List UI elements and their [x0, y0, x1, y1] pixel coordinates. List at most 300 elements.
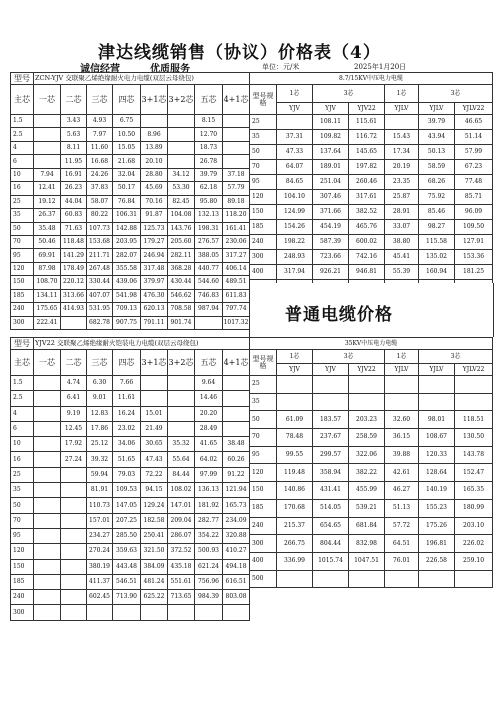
price-cell: 384.09 [141, 559, 168, 574]
price-cell: 226.58 [419, 552, 455, 570]
price-cell: 140.19 [419, 482, 455, 500]
price-cell [34, 513, 61, 528]
price-cell [34, 437, 61, 452]
row-label: 240 [250, 517, 277, 535]
column-header: 一芯 [34, 85, 61, 115]
price-cell: 17.92 [61, 437, 87, 452]
price-cell [385, 393, 419, 411]
price-cell [385, 570, 419, 588]
price-cell: 64.07 [277, 160, 313, 175]
price-cell: 481.24 [141, 574, 168, 589]
price-cell: 307.46 [313, 190, 349, 205]
price-cell: 136.13 [195, 483, 223, 498]
row-label: 150 [11, 276, 34, 289]
price-cell: 7.94 [34, 168, 61, 181]
price-cell: 81.91 [87, 483, 113, 498]
price-cell: 94.15 [141, 483, 168, 498]
price-cell [168, 376, 195, 391]
price-cell: 439.06 [113, 276, 141, 289]
price-cell [34, 128, 61, 141]
price-cell [223, 128, 250, 141]
price-cell: 359.63 [113, 544, 141, 559]
price-cell: 9.01 [87, 391, 113, 406]
price-cell [195, 316, 223, 329]
price-cell: 16.91 [61, 168, 87, 181]
row-label: 95 [11, 249, 34, 262]
price-cell: 602.45 [87, 590, 113, 605]
price-cell: 494.18 [223, 559, 250, 574]
price-cell: 130.50 [455, 429, 493, 447]
group-1-core: 1芯 [277, 85, 313, 103]
price-cell: 251.04 [313, 175, 349, 190]
sub-header: YJLV [419, 364, 455, 376]
price-cell: 80.22 [87, 209, 113, 222]
price-cell: 181.92 [195, 498, 223, 513]
price-cell: 76.84 [113, 195, 141, 208]
group-1-core-al: 1芯 [385, 85, 419, 103]
price-cell: 129.24 [141, 498, 168, 513]
price-cell: 600.02 [349, 235, 385, 250]
price-cell: 15.01 [141, 406, 168, 421]
price-cell: 41.65 [195, 437, 223, 452]
price-cell: 455.99 [349, 482, 385, 500]
price-cell: 154.26 [277, 220, 313, 235]
price-cell [34, 544, 61, 559]
sub-header: YJLV [385, 103, 419, 115]
price-cell: 270.24 [87, 544, 113, 559]
row-label: 240 [250, 235, 277, 250]
row-label: 95 [250, 446, 277, 464]
price-cell [34, 483, 61, 498]
price-cell: 237.67 [313, 429, 349, 447]
price-cell: 804.44 [313, 535, 349, 553]
price-cell [61, 528, 87, 543]
price-cell: 25.12 [87, 437, 113, 452]
price-cell [168, 406, 195, 421]
table-caption [34, 338, 250, 350]
row-label: 2.5 [11, 128, 34, 141]
price-cell: 61.09 [277, 411, 313, 429]
price-cell: 58.59 [419, 160, 455, 175]
column-header: 3+1芯 [141, 85, 168, 115]
price-cell [455, 376, 493, 394]
price-cell: 1047.51 [349, 552, 385, 570]
price-cell: 15.05 [113, 141, 141, 154]
price-cell: 181.25 [455, 265, 493, 280]
table-caption: 35KV中压电力电缆 [250, 338, 493, 350]
price-cell: 926.21 [313, 265, 349, 280]
column-header: 二芯 [61, 350, 87, 376]
price-cell: 26.78 [195, 155, 223, 168]
price-cell [223, 141, 250, 154]
column-header: 二芯 [61, 85, 87, 115]
row-label: 50 [250, 411, 277, 429]
sub-header: YJLV22 [455, 103, 493, 115]
price-cell: 97.99 [195, 467, 223, 482]
price-cell: 746.83 [195, 289, 223, 302]
row-label: 35 [11, 483, 34, 498]
price-cell: 1015.74 [313, 552, 349, 570]
price-cell: 87.98 [34, 262, 61, 275]
price-cell [168, 421, 195, 436]
price-cell: 203.95 [113, 235, 141, 248]
column-header: 五芯 [195, 85, 223, 115]
table-row [250, 265, 493, 280]
row-label: 500 [250, 570, 277, 588]
price-cell: 68.26 [419, 175, 455, 190]
price-cell [34, 391, 61, 406]
price-cell [385, 376, 419, 394]
price-cell: 46.65 [455, 115, 493, 130]
price-cell [455, 393, 493, 411]
price-cell: 70.16 [141, 195, 168, 208]
price-cell: 28.80 [141, 168, 168, 181]
price-cell: 84.44 [168, 467, 195, 482]
table-row [11, 406, 250, 421]
price-cell: 198.31 [195, 222, 223, 235]
row-label: 1.5 [11, 376, 34, 391]
price-cell [34, 559, 61, 574]
price-cell: 106.31 [113, 209, 141, 222]
price-cell [61, 544, 87, 559]
price-cell [141, 391, 168, 406]
table-row [11, 209, 250, 222]
price-cell: 53.30 [168, 182, 195, 195]
row-label: 2.5 [11, 391, 34, 406]
price-cell [34, 498, 61, 513]
price-cell [195, 605, 223, 620]
price-cell: 368.28 [168, 262, 195, 275]
price-cell: 95.80 [195, 195, 223, 208]
price-cell: 55.64 [168, 452, 195, 467]
price-cell: 108.67 [419, 429, 455, 447]
mv-35kv-table [249, 337, 493, 588]
price-cell: 72.22 [141, 467, 168, 482]
price-cell: 1017.32 [223, 316, 250, 329]
table-row [250, 446, 493, 464]
table-row [11, 590, 250, 605]
row-label: 25 [11, 467, 34, 482]
price-cell: 354.22 [195, 528, 223, 543]
table-row [11, 391, 250, 406]
price-cell: 57.79 [223, 182, 250, 195]
price-cell [277, 376, 313, 394]
price-cell [168, 605, 195, 620]
price-cell [61, 590, 87, 605]
price-cell: 23.35 [385, 175, 419, 190]
price-cell: 9.64 [195, 376, 223, 391]
row-label: 120 [11, 544, 34, 559]
row-label: 150 [250, 482, 277, 500]
table-row [11, 262, 250, 275]
price-cell: 388.05 [195, 249, 223, 262]
price-cell [34, 605, 61, 620]
row-label: 70 [11, 513, 34, 528]
column-header: 三芯 [87, 350, 113, 376]
price-cell: 47.43 [141, 452, 168, 467]
price-cell: 28.91 [385, 205, 419, 220]
price-cell: 9.19 [61, 406, 87, 421]
price-cell: 723.66 [313, 250, 349, 265]
table-row [11, 303, 250, 316]
table-row [250, 393, 493, 411]
price-cell: 32.04 [113, 168, 141, 181]
price-cell: 37.31 [277, 130, 313, 145]
price-cell: 34.06 [113, 437, 141, 452]
price-cell: 180.99 [455, 499, 493, 517]
row-label: 300 [250, 535, 277, 553]
table-row [11, 452, 250, 467]
price-cell [61, 467, 87, 482]
price-cell: 91.87 [141, 209, 168, 222]
price-cell: 611.83 [223, 289, 250, 302]
price-cell [34, 452, 61, 467]
group-3-core-al: 3芯 [419, 85, 493, 103]
price-cell: 544.60 [195, 276, 223, 289]
price-cell: 11.95 [61, 155, 87, 168]
price-cell: 170.68 [277, 499, 313, 517]
price-cell: 96.09 [455, 205, 493, 220]
table-row [250, 250, 493, 265]
price-cell: 406.14 [223, 262, 250, 275]
price-cell: 51.14 [455, 130, 493, 145]
row-label: 35 [11, 209, 34, 222]
table-row [250, 235, 493, 250]
price-cell: 104.08 [168, 209, 195, 222]
row-label: 4 [11, 406, 34, 421]
price-cell: 317.94 [277, 265, 313, 280]
price-cell: 708.58 [168, 303, 195, 316]
price-cell [223, 391, 250, 406]
price-cell: 330.44 [87, 276, 113, 289]
table-row [250, 570, 493, 588]
price-cell: 414.93 [61, 303, 87, 316]
price-cell [141, 376, 168, 391]
row-label: 300 [250, 250, 277, 265]
price-cell: 47.33 [277, 145, 313, 160]
price-cell: 132.13 [195, 209, 223, 222]
price-cell: 143.76 [168, 222, 195, 235]
price-cell: 500.93 [195, 544, 223, 559]
price-cell [34, 406, 61, 421]
price-cell: 161.41 [223, 222, 250, 235]
price-cell [61, 513, 87, 528]
table-row [11, 141, 250, 154]
column-header: 四芯 [113, 350, 141, 376]
price-cell [277, 393, 313, 411]
price-cell: 832.98 [349, 535, 385, 553]
price-cell [34, 467, 61, 482]
price-cell: 36.15 [385, 429, 419, 447]
price-cell: 380.19 [87, 559, 113, 574]
table-row [250, 145, 493, 160]
price-cell: 50.46 [34, 235, 61, 248]
price-cell: 10.50 [113, 128, 141, 141]
row-label: 35 [250, 130, 277, 145]
price-cell: 322.06 [349, 446, 385, 464]
price-cell: 11.60 [87, 141, 113, 154]
price-cell: 286.07 [168, 528, 195, 543]
price-cell: 14.46 [195, 391, 223, 406]
row-label: 10 [11, 168, 34, 181]
row-label: 50 [11, 498, 34, 513]
price-cell: 6.41 [61, 391, 87, 406]
price-cell: 742.16 [349, 250, 385, 265]
row-label: 95 [250, 175, 277, 190]
price-cell [141, 115, 168, 128]
price-cell: 119.48 [277, 464, 313, 482]
row-label: 25 [250, 115, 277, 130]
price-cell: 4.93 [87, 115, 113, 128]
price-cell: 124.99 [277, 205, 313, 220]
price-cell: 203.23 [349, 411, 385, 429]
table-row [250, 205, 493, 220]
price-cell: 60.26 [223, 452, 250, 467]
price-cell: 431.41 [313, 482, 349, 500]
price-cell [61, 574, 87, 589]
price-cell: 55.39 [385, 265, 419, 280]
table-row [11, 528, 250, 543]
price-cell: 157.01 [87, 513, 113, 528]
price-cell: 39.79 [419, 115, 455, 130]
price-cell: 71.63 [61, 222, 87, 235]
column-header: 四芯 [113, 85, 141, 115]
price-cell [34, 574, 61, 589]
price-cell [419, 376, 455, 394]
price-cell: 465.76 [349, 220, 385, 235]
price-cell: 12.83 [87, 406, 113, 421]
price-cell: 713.90 [113, 590, 141, 605]
price-cell: 514.05 [313, 499, 349, 517]
price-cell: 621.24 [195, 559, 223, 574]
table-row [11, 276, 250, 289]
row-label: 120 [250, 190, 277, 205]
price-cell [349, 393, 385, 411]
sub-header: YJV [277, 103, 313, 115]
caption-text: 交联聚乙烯绝缘耐火铠装电力电缆(双层云母绕包) [56, 339, 199, 348]
price-cell: 616.51 [223, 574, 250, 589]
price-cell: 147.05 [113, 498, 141, 513]
price-cell [168, 391, 195, 406]
price-cell: 222.41 [34, 316, 61, 329]
sub-header: YJV [313, 364, 349, 376]
price-cell: 118.51 [455, 411, 493, 429]
price-cell: 984.39 [195, 590, 223, 605]
price-cell: 20.10 [141, 155, 168, 168]
table-row [11, 437, 250, 452]
price-cell: 109.50 [455, 220, 493, 235]
price-cell: 125.73 [141, 222, 168, 235]
price-cell: 797.74 [223, 303, 250, 316]
price-cell: 625.22 [141, 590, 168, 605]
price-cell: 67.23 [455, 160, 493, 175]
price-cell [61, 605, 87, 620]
mv-15kv-table [249, 72, 493, 295]
table-row [250, 220, 493, 235]
sub-header: YJV [277, 364, 313, 376]
price-cell [385, 115, 419, 130]
price-cell: 358.94 [313, 464, 349, 482]
price-cell: 539.21 [349, 499, 385, 517]
row-label: 300 [11, 316, 34, 329]
price-cell: 16.68 [87, 155, 113, 168]
price-cell: 33.07 [385, 220, 419, 235]
price-cell: 27.24 [61, 452, 87, 467]
row-label: 150 [11, 559, 34, 574]
price-cell: 258.59 [349, 429, 385, 447]
table-row [250, 499, 493, 517]
price-cell [34, 421, 61, 436]
table-row [11, 421, 250, 436]
table-row [11, 115, 250, 128]
price-cell: 37.18 [223, 168, 250, 181]
table-row [250, 517, 493, 535]
price-cell: 121.94 [223, 483, 250, 498]
price-cell: 220.12 [61, 276, 87, 289]
price-cell [277, 115, 313, 130]
sub-header: YJV [313, 103, 349, 115]
price-cell: 15.43 [385, 130, 419, 145]
price-cell: 440.77 [195, 262, 223, 275]
row-label: 400 [250, 552, 277, 570]
row-label: 120 [11, 262, 34, 275]
price-cell: 13.89 [141, 141, 168, 154]
price-cell: 109.53 [113, 483, 141, 498]
price-cell: 137.64 [313, 145, 349, 160]
price-cell: 17.34 [385, 145, 419, 160]
price-cell [419, 393, 455, 411]
price-cell [455, 570, 493, 588]
price-cell: 91.22 [223, 467, 250, 482]
table-row [250, 175, 493, 190]
row-label: 240 [11, 590, 34, 605]
price-cell: 317.61 [349, 190, 385, 205]
price-cell [349, 376, 385, 394]
price-cell: 946.81 [349, 265, 385, 280]
price-cell: 21.49 [141, 421, 168, 436]
price-cell: 907.75 [113, 316, 141, 329]
table-row [250, 376, 493, 394]
column-header: 主芯 [11, 350, 34, 376]
price-cell: 713.65 [168, 590, 195, 605]
price-cell: 197.82 [349, 160, 385, 175]
price-cell: 355.58 [113, 262, 141, 275]
price-cell: 153.68 [87, 235, 113, 248]
price-cell: 51.13 [385, 499, 419, 517]
price-cell: 25.87 [385, 190, 419, 205]
price-cell: 110.73 [87, 498, 113, 513]
price-cell: 145.65 [349, 145, 385, 160]
price-cell: 276.57 [195, 235, 223, 248]
price-cell: 551.61 [168, 574, 195, 589]
group-1-core: 1芯 [277, 350, 313, 364]
price-cell [168, 141, 195, 154]
type-label: 型号 [11, 338, 34, 350]
price-cell: 165.73 [223, 498, 250, 513]
column-header: 一芯 [34, 350, 61, 376]
column-header: 主芯 [11, 85, 34, 115]
price-cell: 209.04 [168, 513, 195, 528]
price-cell: 21.68 [113, 155, 141, 168]
price-cell: 12.41 [34, 182, 61, 195]
price-cell: 411.37 [87, 574, 113, 589]
price-cell: 26.23 [61, 182, 87, 195]
slogan-integrity: 诚信经营 [80, 64, 120, 75]
column-header: 3+1芯 [141, 350, 168, 376]
price-cell: 4.74 [61, 376, 87, 391]
column-header: 3+2芯 [168, 350, 195, 376]
table-row [11, 513, 250, 528]
